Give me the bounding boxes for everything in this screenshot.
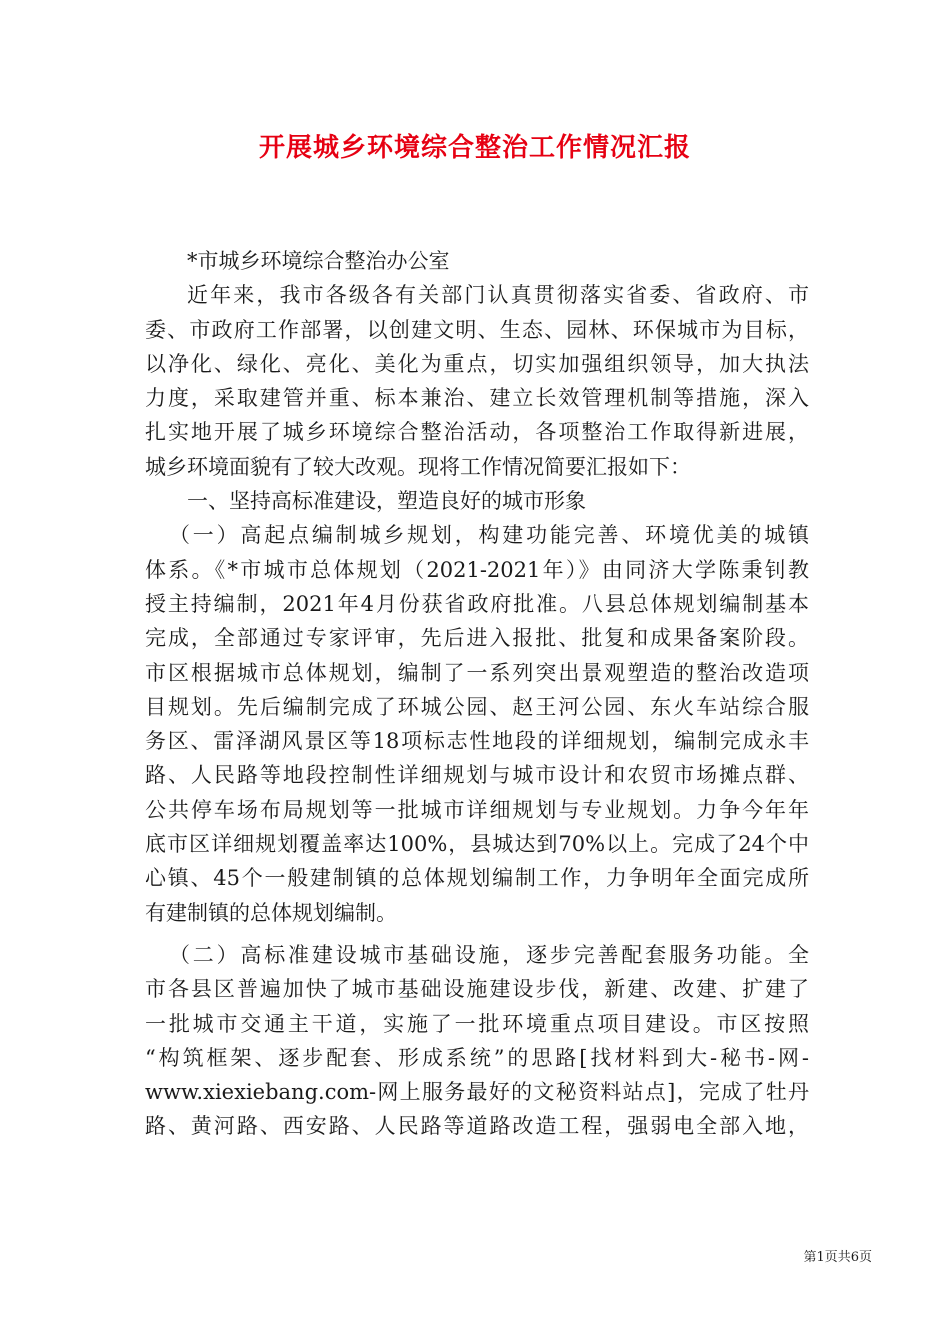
text-line: 路、黄河路、西安路、人民路等道路改造工程，强弱电全部入地， [145,1114,809,1139]
text-line: 公共停车场布局规划等一批城市详细规划与专业规划。力争今年年 [145,797,809,822]
author-line: *市城乡环境综合整治办公室 [187,249,450,273]
section-heading: 一、坚持高标准建设，塑造良好的城市形象 [187,489,586,514]
text-line: “构筑框架、逐步配套、形成系统”的思路[找材料到大-秘书-网- [145,1045,809,1070]
text-line: 委、市政府工作部署，以创建文明、生态、园林、环保城市为目标， [145,317,809,342]
text-line: 市区根据城市总体规划，编制了一系列突出景观塑造的整治改造项 [145,660,809,685]
paragraph-gap [145,930,809,938]
page-number: 第1页共6页 [803,1250,872,1265]
text-line: 授主持编制，2021年4月份获省政府批准。八县总体规划编制基本 [145,591,809,616]
text-line: 路、人民路等地段控制性详细规划与城市设计和农贸市场摊点群、 [145,763,809,788]
text-line: 有建制镇的总体规划编制。 [145,900,397,925]
text-line: 力度，采取建管并重、标本兼治、建立长效管理机制等措施，深入 [145,386,809,411]
text-line: 以净化、绿化、亮化、美化为重点，切实加强组织领导，加大执法 [145,351,809,376]
text-line: 体系。《*市城市总体规划（2021-2021年）》由同济大学陈秉钊教 [145,557,809,582]
text-line: 务区、雷泽湖风景区等18项标志性地段的详细规划，编制完成永丰 [145,729,809,754]
document-title: 开展城乡环境综合整治工作情况汇报 [258,133,691,163]
text-line: 市各县区普遍加快了城市基础设施建设步伐，新建、改建、扩建了 [145,977,809,1002]
text-line: （二）高标准建设城市基础设施，逐步完善配套服务功能。全 [169,942,809,967]
text-line: 心镇、45个一般建制镇的总体规划编制工作，力争明年全面完成所 [145,866,809,891]
text-line: www.xiexiebang.com-网上服务最好的文秘资料站点]，完成了牡丹 [145,1080,809,1105]
text-line: （一）高起点编制城乡规划，构建功能完善、环境优美的城镇 [169,523,809,548]
text-line: 完成，全部通过专家评审，先后进入报批、批复和成果备案阶段。 [145,626,809,651]
text-line: 底市区详细规划覆盖率达100%，县城达到70%以上。完成了24个中 [145,832,809,857]
document-body [145,244,809,1144]
text-line: 目规划。先后编制完成了环城公园、赵王河公园、东火车站综合服 [145,694,809,719]
text-line: 城乡环境面貌有了较大改观。现将工作情况简要汇报如下： [145,454,691,479]
text-line: 近年来，我市各级各有关部门认真贯彻落实省委、省政府、市 [187,283,809,308]
text-line: 扎实地开展了城乡环境综合整治活动，各项整治工作取得新进展， [145,420,809,445]
text-line: 一批城市交通主干道，实施了一批环境重点项目建设。市区按照 [145,1011,809,1036]
